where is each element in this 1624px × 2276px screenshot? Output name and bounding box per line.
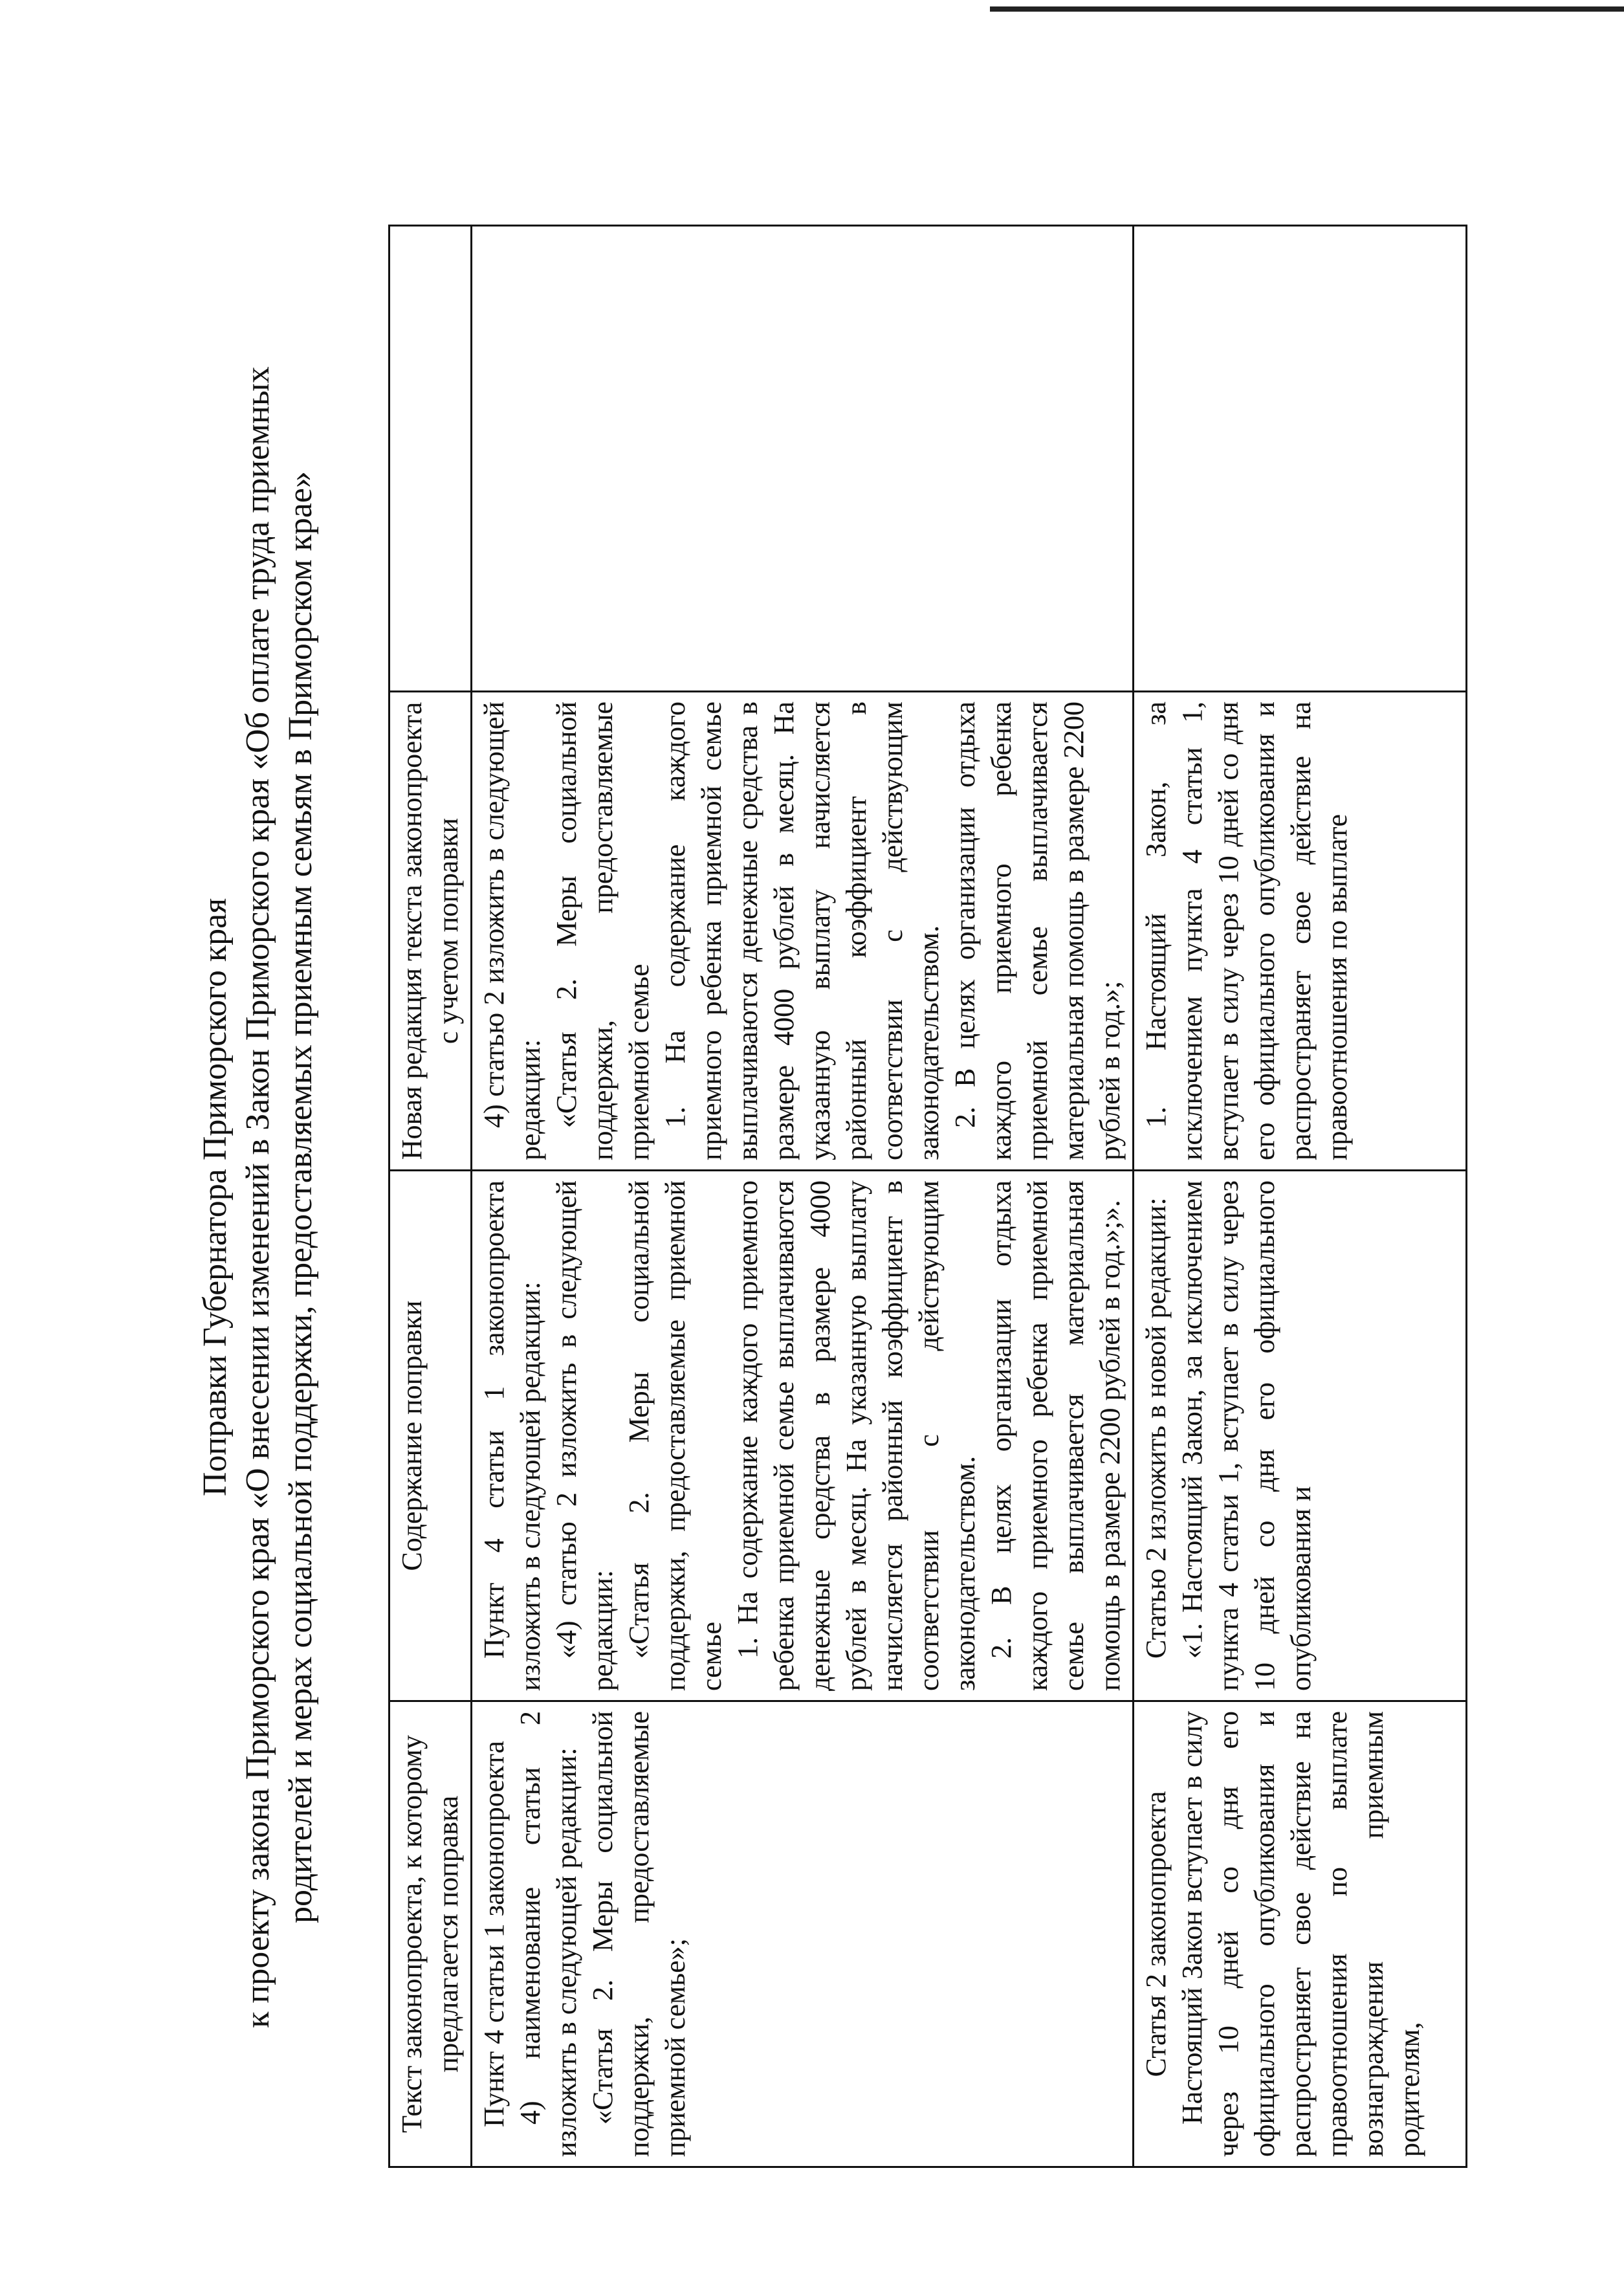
row2-col1-para: Настоящий Закон вступает в силу через 10 дней со дня его официального опубликования и распространяет свое действие на правоотношения по выплате вознаграждения приемным родителям, [1176, 1711, 1425, 2157]
row2-col2-para: Статью 2 изложить в новой редакции: [1140, 1197, 1172, 1659]
row1-new-wording [472, 692, 1134, 1171]
row1-col1-para: Пункт 4 статьи 1 законопроекта [478, 1740, 510, 2128]
row2-empty-cell [1134, 226, 1467, 692]
row1-col1-para: 4) наименование статьи 2 изложить в следующей редакции: [514, 1711, 582, 2157]
page-edge-line [990, 6, 1624, 12]
heading-title: Поправки Губернатора Приморского края [197, 898, 234, 1497]
row2-col3-para: 1. Настоящий Закон, за исключением пункта 4 статьи 1, вступает в силу через 10 дней со дня его официального опубликования и распространяет свое действие на правоотношения по выплате [1140, 702, 1353, 1160]
rotated-document-page [194, 226, 1605, 2168]
row1-col2-para: «4) статью 2 изложить в следующей редакции: [551, 1180, 619, 1691]
row1-col2-para: «Статья 2. Меры социальной поддержки, предоставляемые приемной семье [623, 1180, 727, 1691]
row1-col3-para: «Статья 2. Меры социальной поддержки, предоставляемые приемной семье [551, 702, 655, 1160]
row1-empty-cell [472, 226, 1134, 692]
row1-col3-para: 4) статью 2 изложить в следующей редакции: [478, 702, 546, 1160]
table-row [1134, 226, 1467, 2167]
heading-subtitle-line2: родителей и мерах социальной поддержки, предоставляемых приемным семьям в Приморском крае» [282, 471, 319, 1923]
heading-subtitle-line1: к проекту закона Приморского края «О внесении изменений в Закон Приморского края «Об оплате труда приемных [239, 366, 276, 2028]
row2-col1-para: Статья 2 законопроекта [1140, 1791, 1172, 2077]
row2-original-text [1134, 1701, 1467, 2167]
table-row [472, 226, 1134, 2167]
row1-col3-para: 2. В целях организации отдыха каждого приемного ребенка приемной семье выплачивается материальная помощь в размере 2200 рублей в год.»; [949, 702, 1126, 1160]
row2-col2-para: «1. Настоящий Закон, за исключением пункта 4 статьи 1, вступает в силу через 10 дней со дня его официального опубликования и [1176, 1180, 1317, 1691]
row1-original-text [472, 1701, 1134, 2167]
header-original-text: Текст законопроекта, к которому предлагается поправка [390, 1701, 472, 2167]
row2-new-wording [1134, 692, 1467, 1171]
row1-amendment-content [472, 1171, 1134, 1701]
row1-col3-para: 1. На содержание каждого приемного ребенка приемной семье выплачиваются денежные средства в размере 4000 рублей в месяц. На указанную выплату начисляется районный коэффициент в соответствии с действующим законодательством. [659, 702, 945, 1160]
row1-col1-para: «Статья 2. Меры социальной поддержки, предоставляемые приемной семье»; [587, 1711, 691, 2157]
table-header-row [390, 226, 472, 2167]
row1-col2-para: 2. В целях организации отдыха каждого приемного ребенка приемной семье выплачивается материальная помощь в размере 2200 рублей в год.»;». [985, 1180, 1126, 1691]
row1-col2-para: Пункт 4 статьи 1 законопроекта изложить в следующей редакции: [478, 1180, 546, 1691]
header-new-wording: Новая редакция текста законопроекта с учетом поправки [390, 692, 472, 1171]
row1-col2-para: 1. На содержание каждого приемного ребенка приемной семье выплачиваются денежные средства в размере 4000 рублей в месяц. На указанную выплату начисляется районный коэффициент в соответствии с действующим законодательством. [732, 1180, 981, 1691]
row2-amendment-content [1134, 1171, 1467, 1701]
header-empty-column [390, 226, 472, 692]
header-amendment-content: Содержание поправки [390, 1171, 472, 1701]
document-heading [194, 226, 322, 2168]
amendments-table [388, 225, 1467, 2168]
